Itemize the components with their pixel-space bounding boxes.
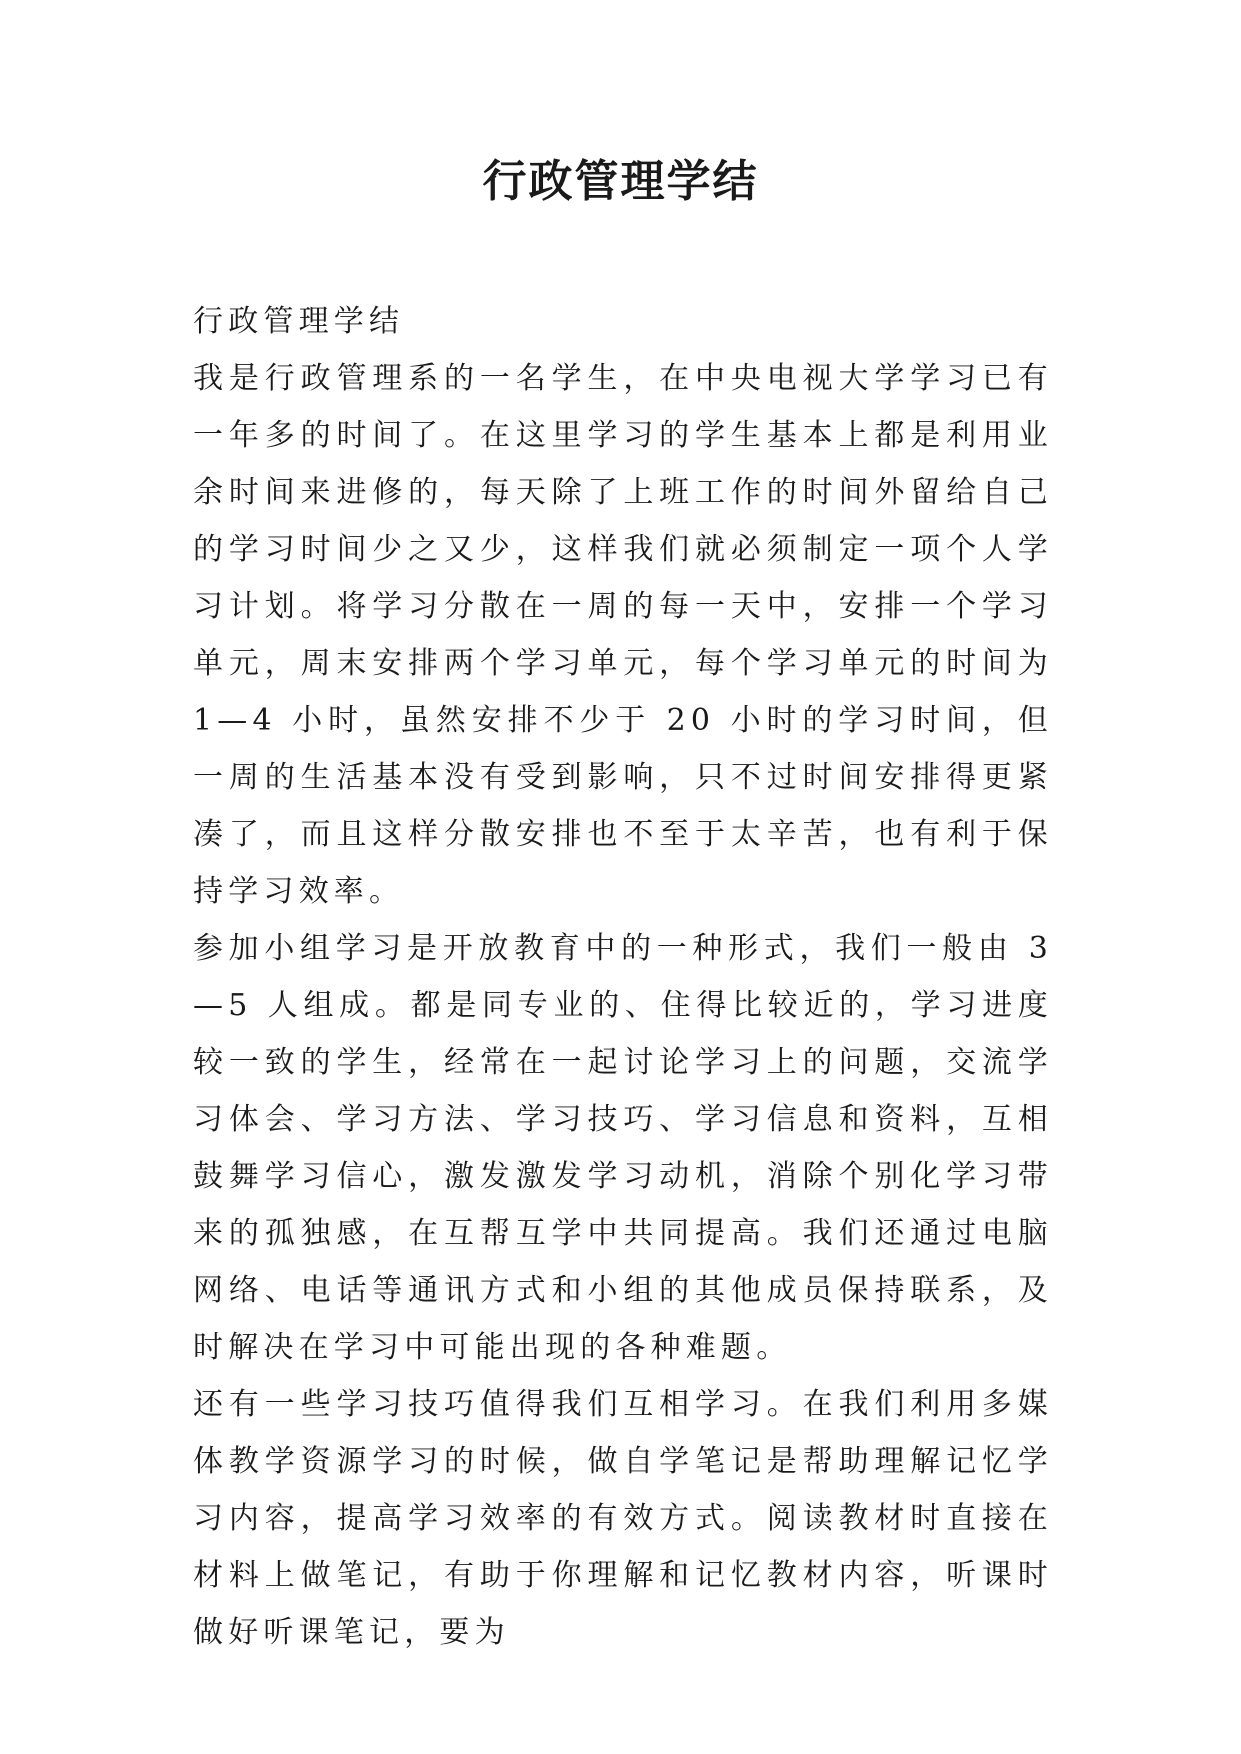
- paragraph-study-skills: 还有一些学习技巧值得我们互相学习。在我们利用多媒体教学资源学习的时候，做自学笔记是帮助理解记忆学习内容，提高学习效率的有效方式。阅读教材时直接在材料上做笔记，有助于你理解和记忆教材内容，听课时做好听课笔记，要为: [193, 1387, 1053, 1650]
- paragraph-group-study: 参加小组学习是开放教育中的一种形式，我们一般由 3—5 人组成。都是同专业的、住得比较近的，学习进度较一致的学生，经常在一起讨论学习上的问题，交流学习体会、学习方法、学习技巧、学习信息和资料，互相鼓舞学习信心，激发激发学习动机，消除个别化学习带来的孤独感，在互帮互学中共同提高。我们还通过电脑网络、电话等通讯方式和小组的其他成员保持联系，及时解决在学习中可能出现的各种难题。: [193, 931, 1053, 1365]
- document-body: [193, 293, 1053, 1661]
- paragraph-study-plan: 我是行政管理系的一名学生，在中央电视大学学习已有一年多的时间了。在这里学习的学生基本上都是利用业余时间来进修的，每天除了上班工作的时间外留给自己的学习时间少之又少，这样我们就必须制定一项个人学习计划。将学习分散在一周的每一天中，安排一个学习单元，周末安排两个学习单元，每个学习单元的时间为 1—4 小时，虽然安排不少于 20 小时的学习时间，但一周的生活基本没有受到影响，只不过时间安排得更紧凑了，而且这样分散安排也不至于太辛苦，也有利于保持学习效率。: [193, 361, 1053, 909]
- paragraph-heading: 行政管理学结: [193, 304, 405, 339]
- document-title: 行政管理学结: [482, 156, 759, 207]
